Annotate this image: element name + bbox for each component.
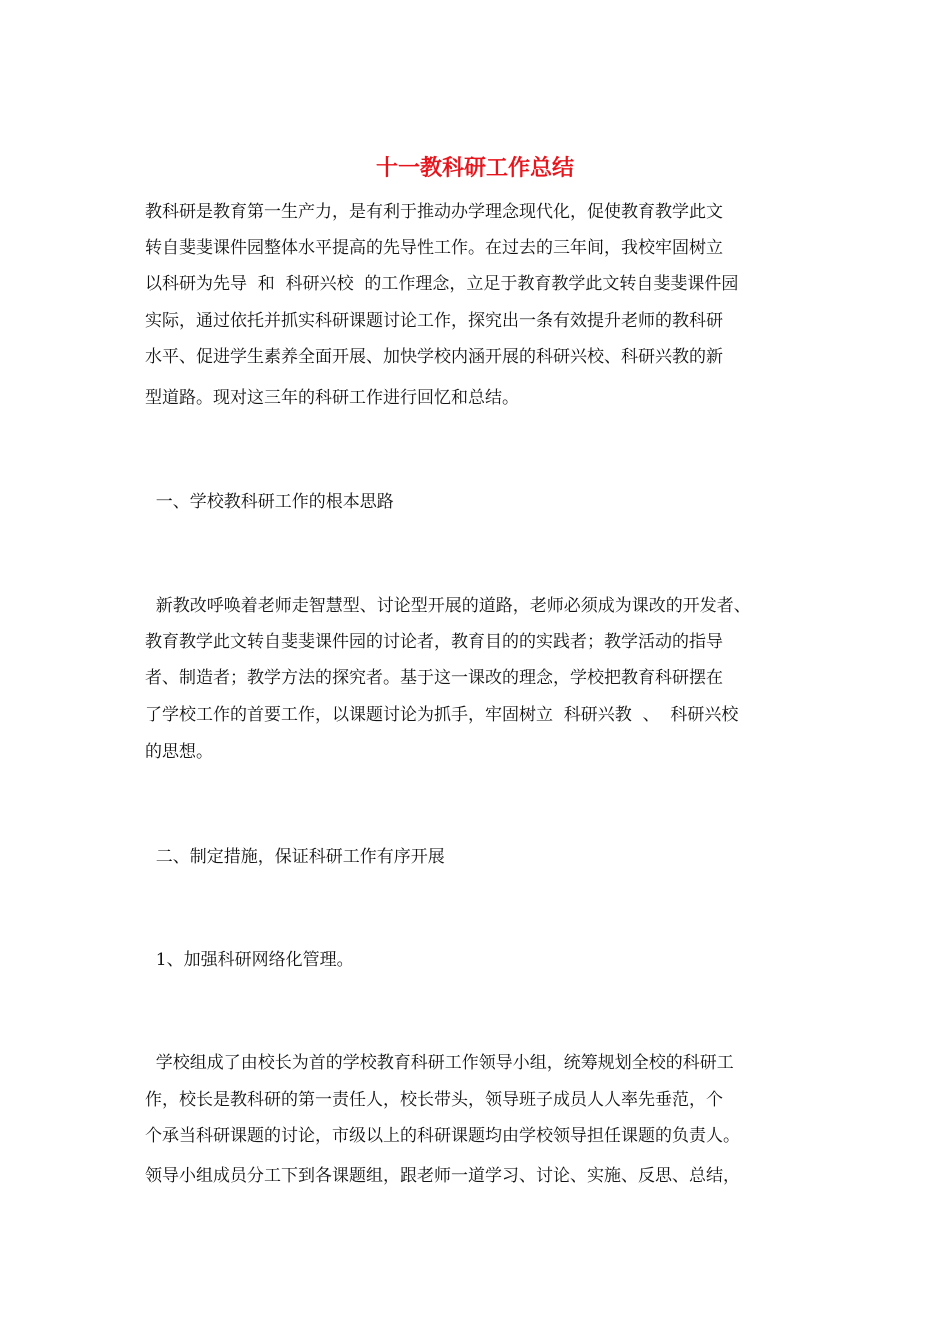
section-heading-1: 一、学校教科研工作的根本思路 (145, 492, 394, 512)
subsection1-line-3: 个承当科研课题的讨论，市级以上的科研课题均由学校领导担任课题的负责人。 (145, 1126, 740, 1146)
subsection-heading-1: 1、加强科研网络化管理。 (145, 950, 354, 970)
section1-line-1: 新教改呼唤着老师走智慧型、讨论型开展的道路，老师必须成为课改的开发者、 (145, 596, 751, 616)
section1-line-2: 教育教学此文转自斐斐课件园的讨论者，教育目的的实践者；教学活动的指导 (145, 632, 723, 652)
subsection1-line-4: 领导小组成员分工下到各课题组，跟老师一道学习、讨论、实施、反思、总结， (145, 1166, 740, 1186)
intro-line-2: 转自斐斐课件园整体水平提高的先导性工作。在过去的三年间，我校牢固树立 (145, 238, 723, 258)
intro-line-4: 实际，通过依托并抓实科研课题讨论工作，探究出一条有效提升老师的教科研 (145, 311, 723, 331)
intro-line-3: 以科研为先导 和 科研兴校 的工作理念，立足于教育教学此文转自斐斐课件园 (145, 274, 739, 294)
intro-line-6: 型道路。现对这三年的科研工作进行回忆和总结。 (145, 388, 519, 408)
section1-line-3: 者、制造者；教学方法的探究者。基于这一课改的理念，学校把教育科研摆在 (145, 668, 723, 688)
section-heading-2: 二、制定措施，保证科研工作有序开展 (145, 847, 445, 867)
section1-line-5: 的思想。 (145, 742, 213, 762)
subsection1-line-1: 学校组成了由校长为首的学校教育科研工作领导小组，统筹规划全校的科研工 (145, 1053, 734, 1073)
intro-line-5: 水平、促进学生素养全面开展、加快学校内涵开展的科研兴校、科研兴教的新 (145, 347, 723, 367)
subsection1-line-2: 作，校长是教科研的第一责任人，校长带头，领导班子成员人人率先垂范，个 (145, 1090, 723, 1110)
intro-line-1: 教科研是教育第一生产力，是有利于推动办学理念现代化，促使教育教学此文 (145, 202, 723, 222)
section1-line-4: 了学校工作的首要工作，以课题讨论为抓手，牢固树立 科研兴教 、 科研兴校 (145, 705, 739, 725)
document-title: 十一教科研工作总结 (375, 156, 574, 181)
